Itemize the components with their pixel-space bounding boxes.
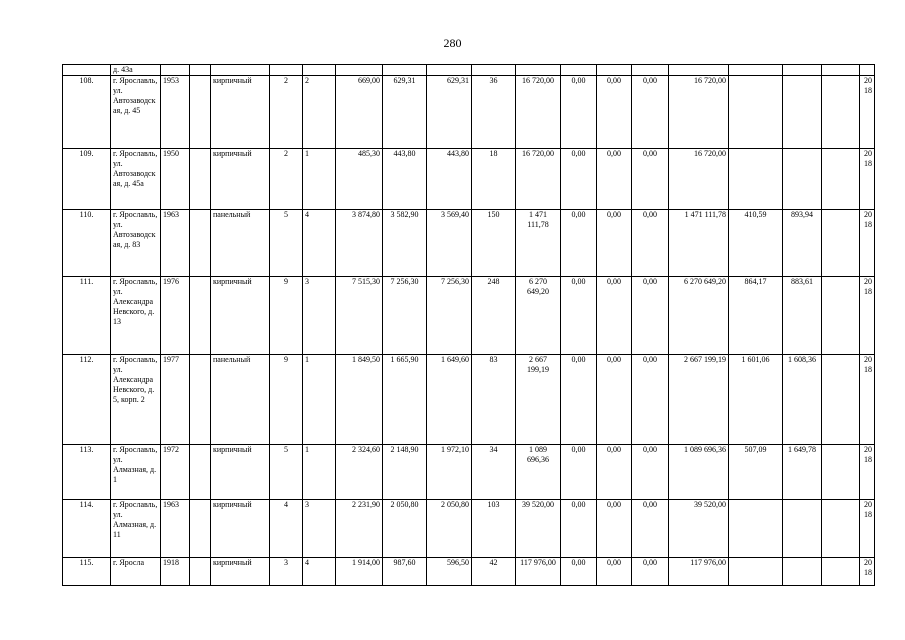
- fund-cell: 0,00: [632, 500, 669, 558]
- fund-cell: 0,00: [597, 277, 632, 355]
- specific-cost-cell: [729, 149, 783, 210]
- total-cost-cell: 16 720,00: [516, 76, 561, 149]
- table-row: [63, 76, 875, 149]
- term-cell: 2018: [860, 558, 875, 586]
- living-area-cell: 596,50: [427, 558, 472, 586]
- term-cell: 2018: [860, 76, 875, 149]
- wall-material-cell: панельный: [211, 355, 270, 445]
- residents-cell: 150: [472, 210, 516, 277]
- floors-cell: 3: [270, 558, 303, 586]
- year-cell: 1963: [161, 210, 190, 277]
- max-cost-cell: [783, 76, 822, 149]
- floors-cell: 9: [270, 277, 303, 355]
- entrances-cell: 4: [303, 558, 336, 586]
- fund-cell: 0,00: [561, 355, 597, 445]
- residential-area-cell: 987,60: [383, 558, 427, 586]
- row-number-cell: 111.: [63, 277, 111, 355]
- year-cell: 1953: [161, 76, 190, 149]
- fund-cell: 0,00: [632, 76, 669, 149]
- year-cell: 1977: [161, 355, 190, 445]
- row-number-cell: 113.: [63, 445, 111, 500]
- total-cost-cell: 117 976,00: [516, 558, 561, 586]
- living-area-cell: 2 050,80: [427, 500, 472, 558]
- max-cost-cell: [783, 500, 822, 558]
- table-row-fragment: [63, 65, 875, 76]
- address-cell: г. Яросла: [111, 558, 161, 586]
- fund-cell: 0,00: [561, 210, 597, 277]
- living-area-cell: 629,31: [427, 76, 472, 149]
- entrances-cell: 1: [303, 445, 336, 500]
- max-cost-cell: 1 649,78: [783, 445, 822, 500]
- fund-cell: 0,00: [632, 355, 669, 445]
- residents-cell: 42: [472, 558, 516, 586]
- fund-cell: 0,00: [561, 500, 597, 558]
- residential-area-cell: 2 050,80: [383, 500, 427, 558]
- table-body: [63, 65, 875, 586]
- specific-cost-cell: [729, 76, 783, 149]
- fund-cell: 0,00: [597, 445, 632, 500]
- owner-funds-cell: 6 270 649,20: [669, 277, 729, 355]
- owner-funds-cell: 16 720,00: [669, 149, 729, 210]
- term-cell: 2018: [860, 210, 875, 277]
- max-cost-cell: 1 608,36: [783, 355, 822, 445]
- residents-cell: 83: [472, 355, 516, 445]
- max-cost-cell: 893,94: [783, 210, 822, 277]
- residential-area-cell: 443,80: [383, 149, 427, 210]
- address-cell: г. Ярославль, ул. Автозаводская, д. 45: [111, 76, 161, 149]
- row-number-cell: 112.: [63, 355, 111, 445]
- residents-cell: 18: [472, 149, 516, 210]
- floors-cell: 4: [270, 500, 303, 558]
- fund-cell: 0,00: [561, 76, 597, 149]
- floors-cell: 2: [270, 76, 303, 149]
- specific-cost-cell: [729, 558, 783, 586]
- address-cell: г. Ярославль, ул. Алмазная, д. 11: [111, 500, 161, 558]
- fund-cell: 0,00: [597, 76, 632, 149]
- residents-cell: 34: [472, 445, 516, 500]
- page-number: 280: [443, 36, 462, 50]
- table-row: [63, 210, 875, 277]
- total-area-cell: 3 874,80: [336, 210, 383, 277]
- residents-cell: 36: [472, 76, 516, 149]
- total-cost-cell: 1 471 111,78: [516, 210, 561, 277]
- living-area-cell: 3 569,40: [427, 210, 472, 277]
- fund-cell: 0,00: [597, 149, 632, 210]
- housing-table: [62, 64, 875, 586]
- fund-cell: 0,00: [597, 500, 632, 558]
- total-area-cell: 2 324,60: [336, 445, 383, 500]
- wall-material-cell: кирпичный: [211, 500, 270, 558]
- owner-funds-cell: 117 976,00: [669, 558, 729, 586]
- specific-cost-cell: 410,59: [729, 210, 783, 277]
- specific-cost-cell: 864,17: [729, 277, 783, 355]
- fund-cell: 0,00: [561, 149, 597, 210]
- living-area-cell: 7 256,30: [427, 277, 472, 355]
- owner-funds-cell: 2 667 199,19: [669, 355, 729, 445]
- fund-cell: 0,00: [597, 558, 632, 586]
- total-area-cell: 1 914,00: [336, 558, 383, 586]
- owner-funds-cell: 39 520,00: [669, 500, 729, 558]
- year-cell: 1963: [161, 500, 190, 558]
- residential-area-cell: 3 582,90: [383, 210, 427, 277]
- row-number-cell: 114.: [63, 500, 111, 558]
- wall-material-cell: кирпичный: [211, 445, 270, 500]
- residents-cell: 248: [472, 277, 516, 355]
- address-cell: г. Ярославль, ул. Александра Невского, д. 5, корп. 2: [111, 355, 161, 445]
- entrances-cell: 3: [303, 500, 336, 558]
- residents-cell: 103: [472, 500, 516, 558]
- entrances-cell: 1: [303, 149, 336, 210]
- residential-area-cell: 629,31: [383, 76, 427, 149]
- floors-cell: 5: [270, 210, 303, 277]
- row-number-cell: 115.: [63, 558, 111, 586]
- owner-funds-cell: 1 089 696,36: [669, 445, 729, 500]
- entrances-cell: 4: [303, 210, 336, 277]
- fund-cell: 0,00: [632, 445, 669, 500]
- wall-material-cell: кирпичный: [211, 149, 270, 210]
- fund-cell: 0,00: [632, 210, 669, 277]
- entrances-cell: 2: [303, 76, 336, 149]
- year-cell: 1950: [161, 149, 190, 210]
- row-number-cell: 110.: [63, 210, 111, 277]
- total-cost-cell: 6 270 649,20: [516, 277, 561, 355]
- wall-material-cell: кирпичный: [211, 277, 270, 355]
- entrances-cell: 3: [303, 277, 336, 355]
- term-cell: 2018: [860, 445, 875, 500]
- wall-material-cell: панельный: [211, 210, 270, 277]
- residential-area-cell: 1 665,90: [383, 355, 427, 445]
- floors-cell: 2: [270, 149, 303, 210]
- table-row: [63, 500, 875, 558]
- term-cell: 2018: [860, 277, 875, 355]
- table-row: [63, 149, 875, 210]
- fund-cell: 0,00: [561, 445, 597, 500]
- residential-area-cell: 2 148,90: [383, 445, 427, 500]
- total-cost-cell: 16 720,00: [516, 149, 561, 210]
- fund-cell: 0,00: [632, 558, 669, 586]
- fund-cell: 0,00: [632, 277, 669, 355]
- table-row: [63, 277, 875, 355]
- table-row: [63, 355, 875, 445]
- total-area-cell: 669,00: [336, 76, 383, 149]
- term-cell: 2018: [860, 149, 875, 210]
- residential-area-cell: 7 256,30: [383, 277, 427, 355]
- address-cell: г. Ярославль, ул. Алмазная, д. 1: [111, 445, 161, 500]
- row-number-cell: 109.: [63, 149, 111, 210]
- fund-cell: 0,00: [632, 149, 669, 210]
- year-cell: 1918: [161, 558, 190, 586]
- table-row: [63, 445, 875, 500]
- entrances-cell: 1: [303, 355, 336, 445]
- floors-cell: 9: [270, 355, 303, 445]
- total-cost-cell: 39 520,00: [516, 500, 561, 558]
- fund-cell: 0,00: [561, 277, 597, 355]
- wall-material-cell: кирпичный: [211, 76, 270, 149]
- row-number-cell: 108.: [63, 76, 111, 149]
- max-cost-cell: [783, 558, 822, 586]
- fund-cell: 0,00: [561, 558, 597, 586]
- fund-cell: 0,00: [597, 355, 632, 445]
- max-cost-cell: 883,61: [783, 277, 822, 355]
- address-cell: г. Ярославль, ул. Автозаводская, д. 83: [111, 210, 161, 277]
- address-cell: д. 43а: [111, 65, 161, 76]
- total-cost-cell: 1 089 696,36: [516, 445, 561, 500]
- specific-cost-cell: 507,09: [729, 445, 783, 500]
- total-area-cell: 485,30: [336, 149, 383, 210]
- wall-material-cell: кирпичный: [211, 558, 270, 586]
- address-cell: г. Ярославль, ул. Александра Невского, д. 13: [111, 277, 161, 355]
- owner-funds-cell: 16 720,00: [669, 76, 729, 149]
- owner-funds-cell: 1 471 111,78: [669, 210, 729, 277]
- living-area-cell: 1 649,60: [427, 355, 472, 445]
- specific-cost-cell: 1 601,06: [729, 355, 783, 445]
- table-row: [63, 558, 875, 586]
- max-cost-cell: [783, 149, 822, 210]
- total-area-cell: 7 515,30: [336, 277, 383, 355]
- year-cell: 1972: [161, 445, 190, 500]
- floors-cell: 5: [270, 445, 303, 500]
- living-area-cell: 1 972,10: [427, 445, 472, 500]
- term-cell: 2018: [860, 500, 875, 558]
- specific-cost-cell: [729, 500, 783, 558]
- total-area-cell: 2 231,90: [336, 500, 383, 558]
- year-cell: 1976: [161, 277, 190, 355]
- total-cost-cell: 2 667 199,19: [516, 355, 561, 445]
- term-cell: 2018: [860, 355, 875, 445]
- address-cell: г. Ярославль, ул. Автозаводская, д. 45а: [111, 149, 161, 210]
- total-area-cell: 1 849,50: [336, 355, 383, 445]
- fund-cell: 0,00: [597, 210, 632, 277]
- living-area-cell: 443,80: [427, 149, 472, 210]
